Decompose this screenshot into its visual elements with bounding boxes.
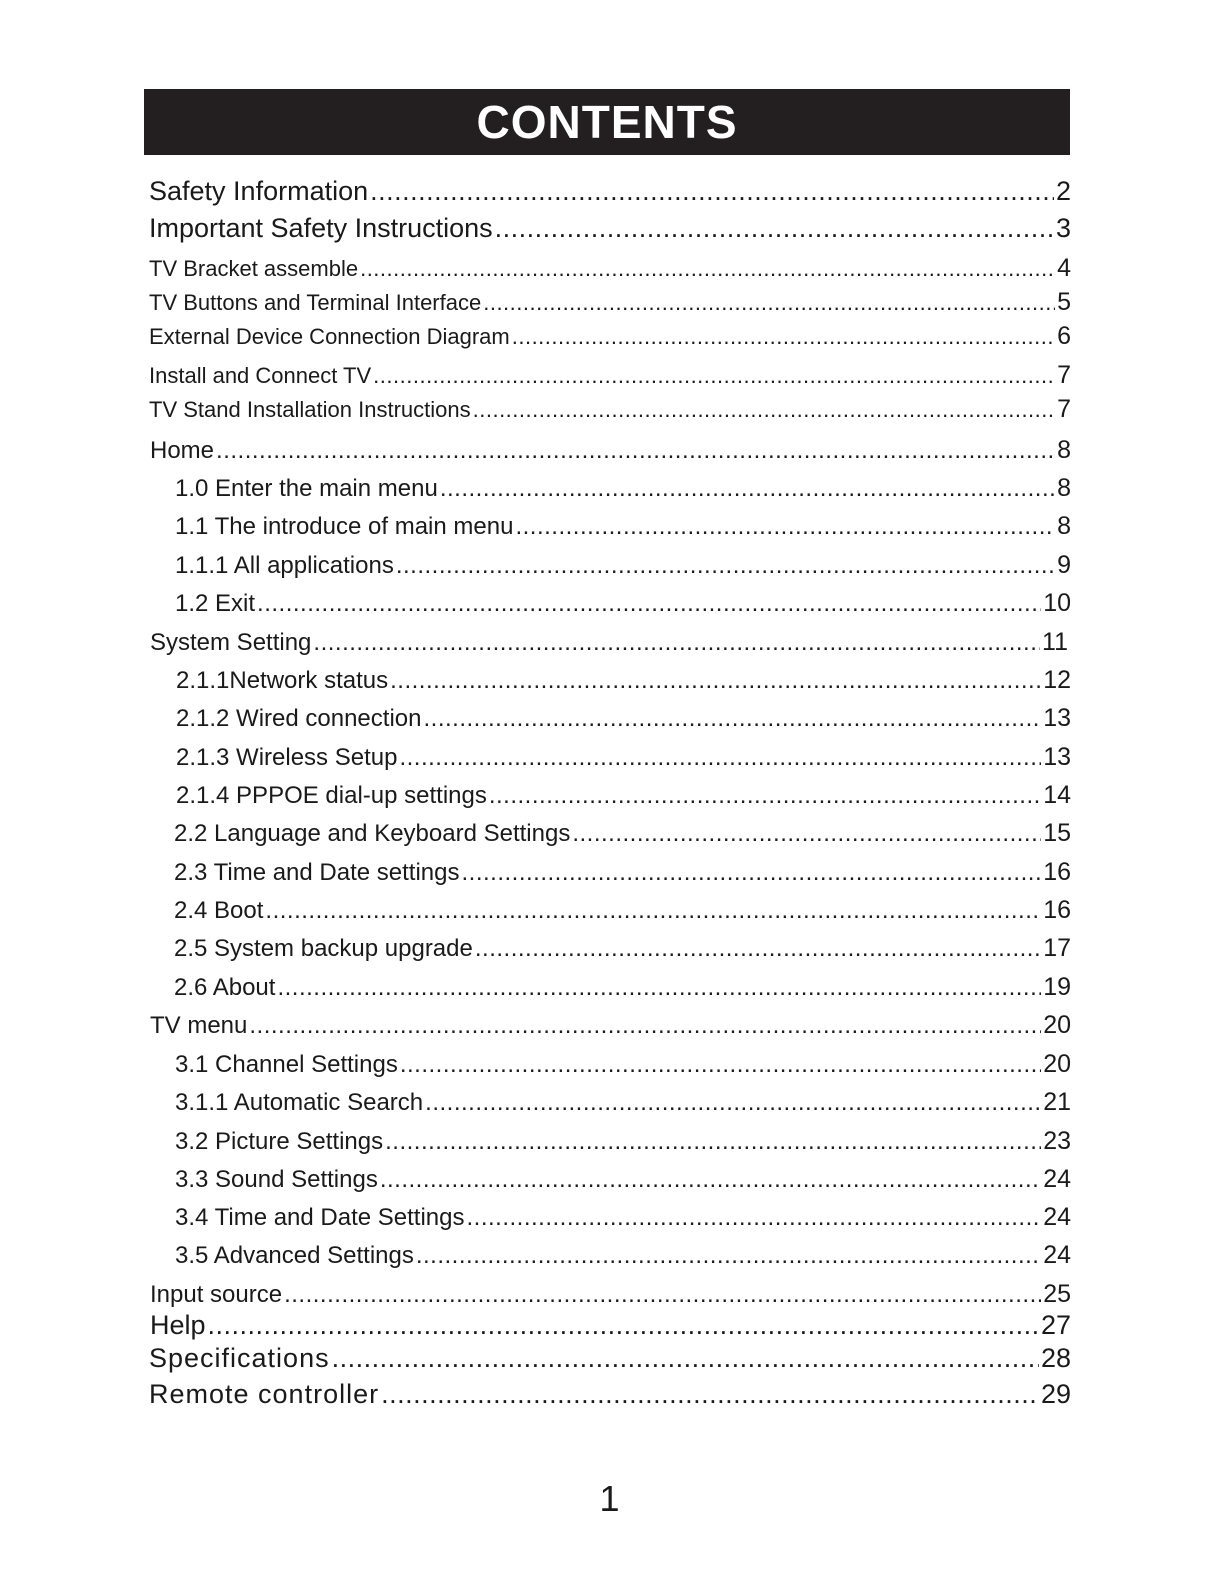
toc-entry-time-date-settings-tv[interactable] — [175, 1203, 1071, 1232]
toc-entry-label: Safety Information — [149, 176, 369, 206]
toc-entry-label: Help — [150, 1310, 206, 1340]
toc-entry-page: 12 — [1043, 666, 1071, 694]
dot-leader — [483, 290, 1055, 316]
dot-leader — [390, 667, 1041, 695]
toc-entry-time-date-settings[interactable] — [174, 858, 1071, 887]
dot-leader — [399, 744, 1041, 772]
toc-entry-page: 16 — [1043, 858, 1071, 886]
toc-entry-label: 3.1 Channel Settings — [175, 1051, 398, 1078]
toc-entry-external-device-connection[interactable] — [149, 322, 1071, 351]
dot-leader — [396, 552, 1055, 580]
toc-entry-label: 3.2 Picture Settings — [175, 1128, 384, 1155]
dot-leader — [360, 256, 1055, 282]
dot-leader — [473, 397, 1055, 423]
toc-entry-page: 24 — [1043, 1165, 1071, 1193]
toc-entry-wireless-setup[interactable] — [176, 743, 1071, 772]
toc-entry-page: 20 — [1043, 1050, 1071, 1078]
toc-entry-page: 9 — [1057, 551, 1071, 579]
dot-leader — [400, 1051, 1041, 1079]
toc-entry-page: 8 — [1057, 512, 1071, 540]
toc-entry-pppoe-dialup[interactable] — [176, 781, 1071, 810]
page-number: 1 — [599, 1478, 620, 1519]
toc-entry-label: External Device Connection Diagram — [149, 324, 510, 349]
toc-entry-label: 3.1.1 Automatic Search — [175, 1089, 424, 1116]
toc-entry-network-status[interactable] — [176, 666, 1071, 695]
dot-leader — [216, 437, 1055, 465]
toc-entry-page: 29 — [1040, 1379, 1071, 1409]
toc-entry-enter-main-menu[interactable] — [175, 474, 1071, 503]
toc-entry-important-safety-instructions[interactable] — [149, 213, 1071, 244]
toc-entry-page: 4 — [1057, 254, 1071, 282]
dot-leader — [416, 1242, 1041, 1270]
toc-entry-page: 7 — [1057, 395, 1071, 423]
toc-entry-page: 20 — [1043, 1011, 1071, 1039]
dot-leader — [284, 1281, 1041, 1309]
contents-title: CONTENTS — [476, 96, 738, 148]
toc-entry-boot[interactable] — [174, 896, 1071, 925]
dot-leader — [313, 629, 1040, 657]
toc-entry-page: 24 — [1043, 1203, 1071, 1231]
dot-leader — [515, 513, 1055, 541]
dot-leader — [380, 1166, 1041, 1194]
toc-entry-label: 2.1.1Network status — [176, 667, 389, 694]
toc-entry-system-backup-upgrade[interactable] — [174, 934, 1071, 963]
toc-entry-page: 7 — [1057, 361, 1071, 389]
toc-entry-page: 11 — [1042, 628, 1068, 656]
toc-entry-tv-bracket-assemble[interactable] — [149, 254, 1071, 283]
toc-entry-page: 10 — [1043, 589, 1071, 617]
toc-entry-label: Remote controller — [149, 1379, 380, 1409]
toc-entry-advanced-settings[interactable] — [175, 1241, 1071, 1270]
toc-entry-label: Specifications — [149, 1343, 330, 1373]
toc-entry-label: 2.1.2 Wired connection — [176, 705, 422, 732]
dot-leader — [495, 213, 1054, 244]
toc-entry-automatic-search[interactable] — [175, 1088, 1071, 1117]
dot-leader — [373, 363, 1055, 389]
toc-entry-language-keyboard[interactable] — [174, 819, 1071, 848]
toc-entry-channel-settings[interactable] — [175, 1050, 1071, 1079]
dot-leader — [512, 324, 1055, 350]
toc-entry-label: Home — [150, 437, 215, 464]
toc-entry-page: 3 — [1055, 213, 1071, 243]
toc-entry-page: 15 — [1043, 819, 1071, 847]
toc-entry-label: TV Buttons and Terminal Interface — [149, 290, 482, 315]
toc-entry-page: 27 — [1040, 1310, 1071, 1340]
toc-entry-input-source[interactable] — [150, 1280, 1071, 1309]
toc-entry-label: Input source — [150, 1281, 283, 1308]
toc-entry-page: 6 — [1057, 322, 1071, 350]
toc-entry-label: 1.1 The introduce of main menu — [175, 513, 514, 540]
dot-leader — [385, 1128, 1041, 1156]
toc-entry-page: 16 — [1043, 896, 1071, 924]
toc-entry-page: 14 — [1043, 781, 1071, 809]
dot-leader — [462, 859, 1042, 887]
toc-entry-sound-settings[interactable] — [175, 1165, 1071, 1194]
toc-entry-label: 2.1.3 Wireless Setup — [176, 744, 398, 771]
toc-entry-page: 19 — [1043, 973, 1071, 1001]
toc-entry-label: 2.2 Language and Keyboard Settings — [174, 820, 571, 847]
toc-entry-page: 13 — [1043, 743, 1071, 771]
toc-entry-label: Install and Connect TV — [149, 363, 372, 388]
toc-entry-picture-settings[interactable] — [175, 1127, 1071, 1156]
toc-entry-page: 25 — [1043, 1280, 1071, 1308]
toc-entry-label: 2.4 Boot — [174, 897, 264, 924]
toc-entry-about[interactable] — [174, 973, 1071, 1002]
toc-entry-page: 21 — [1043, 1088, 1071, 1116]
toc-entry-tv-buttons-terminal[interactable] — [149, 288, 1071, 317]
dot-leader — [332, 1343, 1039, 1374]
toc-entry-page: 8 — [1057, 436, 1071, 464]
toc-entry-label: 2.5 System backup upgrade — [174, 935, 473, 962]
toc-entry-introduce-main-menu[interactable] — [175, 512, 1071, 541]
toc-entry-all-applications[interactable] — [175, 551, 1071, 580]
toc-entry-help[interactable] — [150, 1310, 1071, 1341]
toc-entry-safety-information[interactable] — [149, 176, 1071, 207]
toc-entry-remote-controller[interactable] — [149, 1379, 1071, 1410]
toc-entry-page: 23 — [1043, 1127, 1071, 1155]
toc-entry-home[interactable] — [150, 436, 1071, 465]
dot-leader — [265, 897, 1041, 925]
dot-leader — [370, 176, 1054, 207]
toc-entry-label: System Setting — [150, 629, 312, 656]
toc-entry-tv-menu[interactable] — [150, 1011, 1071, 1040]
toc-entry-label: 1.2 Exit — [175, 590, 256, 617]
toc-entry-label: 1.1.1 All applications — [175, 552, 394, 579]
dot-leader — [467, 1204, 1042, 1232]
toc-entry-page: 8 — [1057, 474, 1071, 502]
toc-entry-page: 17 — [1043, 934, 1071, 962]
toc-entry-exit[interactable] — [175, 589, 1071, 618]
toc-entry-page: 13 — [1043, 704, 1071, 732]
dot-leader — [249, 1012, 1041, 1040]
toc-entry-label: 2.1.4 PPPOE dial-up settings — [176, 782, 487, 809]
toc-entry-wired-connection[interactable] — [176, 704, 1071, 733]
toc-entry-label: TV Bracket assemble — [149, 256, 359, 281]
dot-leader — [475, 935, 1041, 963]
toc-entry-label: 2.3 Time and Date settings — [174, 859, 460, 886]
toc-entry-label: 2.6 About — [174, 974, 276, 1001]
dot-leader — [489, 782, 1041, 810]
toc-entry-system-setting[interactable] — [150, 628, 1068, 657]
dot-leader — [572, 820, 1041, 848]
toc-entry-page: 28 — [1040, 1343, 1071, 1373]
dot-leader — [440, 475, 1055, 503]
dot-leader — [423, 705, 1041, 733]
dot-leader — [208, 1310, 1039, 1341]
toc-entry-tv-stand-installation[interactable] — [149, 395, 1071, 424]
toc-entry-label: Important Safety Instructions — [149, 213, 493, 243]
toc-entry-install-connect-tv[interactable] — [149, 361, 1071, 390]
toc-entry-page: 5 — [1057, 288, 1071, 316]
toc-entry-label: 3.3 Sound Settings — [175, 1166, 378, 1193]
toc-entry-label: 1.0 Enter the main menu — [175, 475, 438, 502]
toc-entry-label: TV menu — [150, 1012, 248, 1039]
toc-entry-specifications[interactable] — [149, 1343, 1071, 1374]
toc-entry-label: 3.5 Advanced Settings — [175, 1242, 414, 1269]
toc-entry-page: 2 — [1055, 176, 1071, 206]
dot-leader — [381, 1379, 1039, 1410]
dot-leader — [257, 590, 1041, 618]
toc-entry-page: 24 — [1043, 1241, 1071, 1269]
toc-entry-label: TV Stand Installation Instructions — [149, 397, 471, 422]
dot-leader — [277, 974, 1041, 1002]
dot-leader — [425, 1089, 1041, 1117]
toc-entry-label: 3.4 Time and Date Settings — [175, 1204, 465, 1231]
